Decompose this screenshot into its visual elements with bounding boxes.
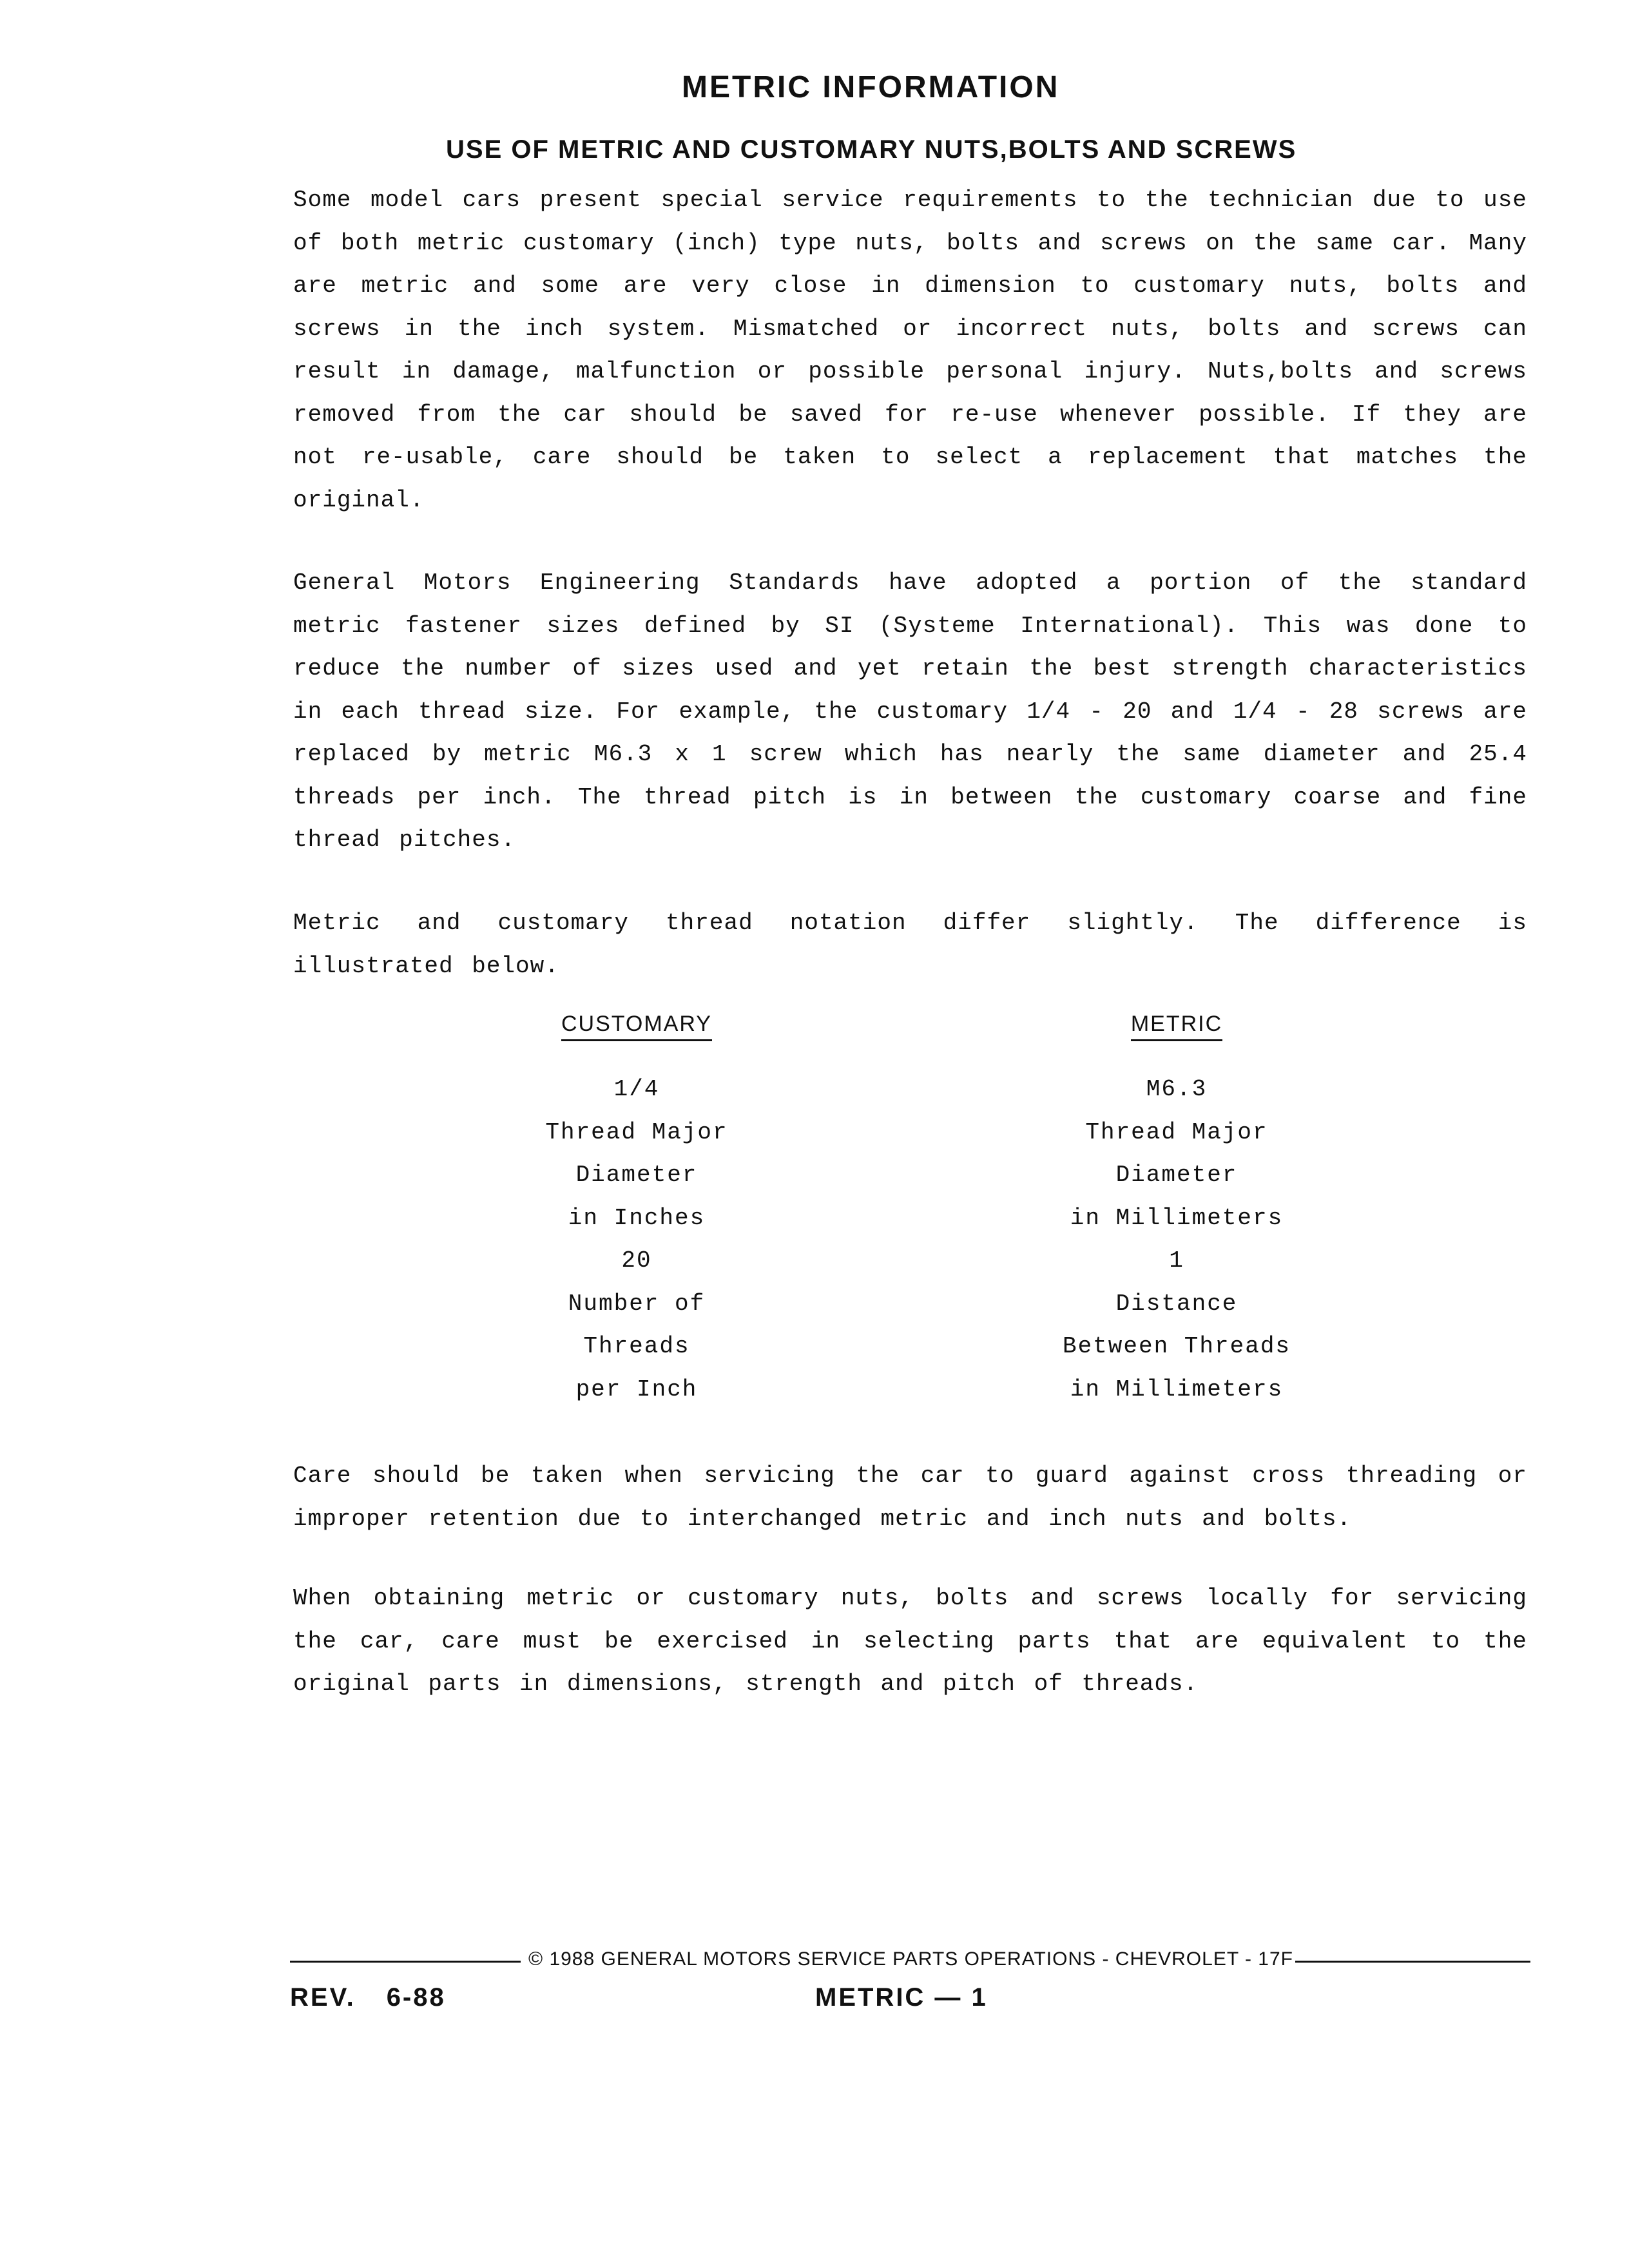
paragraph-standards: General Motors Engineering Standards have adopted a portion of the standard metric fastener sizes defined by SI (Systeme International). This was done to reduce the number of sizes used and yet retain the best strength characteristics in each thread size. For example, the customary 1/4 - 20 and 1/4 - 28 screws are replaced by metric M6.3 x 1 screw which has nearly the same diameter and 25.4 threads per inch. The thread pitch is in between the customary coarse and fine thread pitches. bbox=[293, 570, 1527, 853]
section-subtitle: USE OF METRIC AND CUSTOMARY NUTS,BOLTS AND SCREWS bbox=[446, 135, 1297, 164]
customary-line: Thread Major bbox=[545, 1119, 728, 1146]
customary-line: Diameter bbox=[575, 1162, 698, 1188]
footer-rule-right bbox=[1295, 1961, 1530, 1963]
customary-heading: CUSTOMARY bbox=[561, 1012, 712, 1041]
paragraph-obtaining: When obtaining metric or customary nuts, bolts and screws locally for servicing the car, care must be exercised in selecting parts that are equivalent to the original parts in dimensions, strength and pitch of threads. bbox=[293, 1585, 1527, 1697]
page-title: METRIC INFORMATION bbox=[682, 70, 1060, 104]
customary-line: 20 bbox=[621, 1247, 652, 1274]
footer-page-number: METRIC — 1 bbox=[815, 1983, 988, 2012]
customary-line: Number of bbox=[568, 1290, 706, 1317]
paragraph-notation: Metric and customary thread notation differ slightly. The difference is illustrated below. bbox=[293, 910, 1527, 979]
footer-revision bbox=[290, 1983, 446, 2012]
metric-line: in Millimeters bbox=[1070, 1376, 1284, 1403]
customary-column bbox=[469, 1012, 804, 1411]
metric-line: Between Threads bbox=[1062, 1333, 1291, 1360]
customary-line: 1/4 bbox=[613, 1076, 660, 1102]
footer-rule-left bbox=[290, 1961, 521, 1963]
metric-column bbox=[1009, 1012, 1344, 1411]
metric-heading: METRIC bbox=[1131, 1012, 1222, 1041]
customary-line: per Inch bbox=[575, 1376, 698, 1403]
paragraph-care: Care should be taken when servicing the car to guard against cross threading or improper retention due to interchanged metric and inch nuts and bolts. bbox=[293, 1463, 1527, 1532]
metric-line: Distance bbox=[1115, 1290, 1238, 1317]
metric-line: Thread Major bbox=[1085, 1119, 1268, 1146]
customary-line: in Inches bbox=[568, 1204, 706, 1231]
metric-line: Diameter bbox=[1115, 1162, 1238, 1188]
metric-line: M6.3 bbox=[1146, 1076, 1208, 1102]
metric-line: in Millimeters bbox=[1070, 1204, 1284, 1231]
footer-copyright: © 1988 GENERAL MOTORS SERVICE PARTS OPERATIONS - CHEVROLET - 17F bbox=[528, 1948, 1293, 1970]
metric-line: 1 bbox=[1169, 1247, 1184, 1274]
revision-label: REV. bbox=[290, 1983, 356, 2012]
revision-date: 6-88 bbox=[386, 1983, 446, 2012]
customary-line: Threads bbox=[583, 1333, 690, 1360]
paragraph-intro: Some model cars present special service requirements to the technician due to use of both metric customary (inch) type nuts, bolts and screws on the same car. Many are metric and some are very close in dimension to customary nuts, bolts and screws in the inch system. Mismatched or incorrect nuts, bolts and screws can result in damage, malfunction or possible personal injury. Nuts,bolts and screws removed from the car should be saved for re-use whenever possible. If they are not re-usable, care should be taken to select a replacement that matches the original. bbox=[293, 187, 1527, 514]
